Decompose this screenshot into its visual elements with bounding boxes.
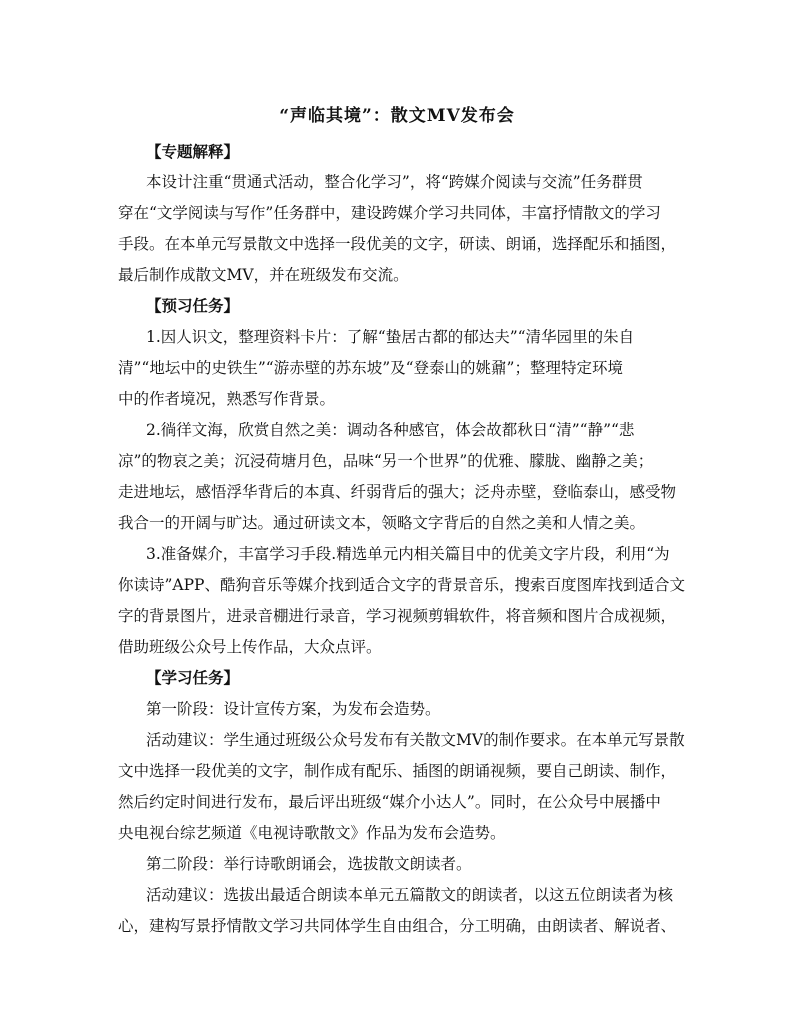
- preview-1-line-3: 中的作者境况，熟悉写作背景。: [118, 390, 336, 408]
- activity-1-line-1: 活动建议：学生通过班级公众号发布有关散文MV的制作要求。在本单元写景散: [146, 731, 685, 749]
- activity-1-line-2: 文中选择一段优美的文字，制作成有配乐、插图的朗诵视频，要自己朗读、制作，: [118, 762, 677, 780]
- preview-2-line-2: 凉”的物哀之美；沉浸荷塘月色，品味“另一个世界”的优雅、朦胧、幽静之美；: [118, 452, 654, 470]
- section-heading-topic-explanation: 【专题解释】: [146, 142, 240, 161]
- intro-line-4: 最后制作成散文MV，并在班级发布交流。: [118, 266, 409, 284]
- preview-3-line-2: 你读诗”APP、酷狗音乐等媒介找到适合文字的背景音乐，搜索百度图库找到适合文: [118, 576, 685, 594]
- preview-2-line-4: 我合一的开阔与旷达。通过研读文本，领略文字背后的自然之美和人情之美。: [118, 514, 646, 532]
- intro-line-2: 穿在“文学阅读与写作”任务群中，建设跨媒介学习共同体，丰富抒情散文的学习: [118, 204, 661, 222]
- stage-1: 第一阶段：设计宣传方案，为发布会造势。: [146, 700, 441, 718]
- activity-2-line-2: 心，建构写景抒情散文学习共同体学生自由组合，分工明确，由朗读者、解说者、: [118, 917, 677, 935]
- document-title: “声临其境”：散文MV发布会: [279, 106, 515, 126]
- intro-line-3: 手段。在本单元写景散文中选择一段优美的文字，研读、朗诵，选择配乐和插图，: [118, 235, 677, 253]
- stage-2: 第二阶段：举行诗歌朗诵会，选拔散文朗读者。: [146, 855, 472, 873]
- preview-1-line-1: 1.因人识文，整理资料卡片：了解“蛰居古都的郁达夫”“清华园里的朱自: [146, 328, 635, 346]
- section-heading-preview-tasks: 【预习任务】: [146, 296, 240, 315]
- activity-1-line-4: 央电视台综艺频道《电视诗歌散文》作品为发布会造势。: [118, 824, 506, 842]
- preview-2-line-1: 2.徜徉文海，欣赏自然之美：调动各种感官，体会故都秋日“清”“静”“悲: [146, 421, 635, 439]
- preview-1-line-2: 清”“地坛中的史铁生”“游赤壁的苏东坡”及“登泰山的姚鼐”；整理特定环境: [118, 359, 623, 377]
- section-heading-learning-tasks: 【学习任务】: [146, 668, 240, 687]
- preview-3-line-1: 3.准备媒介，丰富学习手段.精选单元内相关篇目中的优美文字片段，利用“为: [146, 545, 670, 563]
- preview-3-line-3: 字的背景图片，进录音棚进行录音，学习视频剪辑软件，将音频和图片合成视频，: [118, 607, 677, 625]
- preview-2-line-3: 走进地坛，感悟浮华背后的本真、纤弱背后的强大；泛舟赤壁，登临泰山，感受物: [118, 483, 677, 501]
- activity-1-line-3: 然后约定时间进行发布，最后评出班级“媒介小达人”。同时，在公众号中展播中: [118, 793, 661, 811]
- preview-3-line-4: 借助班级公众号上传作品，大众点评。: [118, 638, 382, 656]
- intro-line-1: 本设计注重“贯通式活动，整合化学习”，将“跨媒介阅读与交流”任务群贯: [146, 173, 643, 191]
- activity-2-line-1: 活动建议：选拔出最适合朗读本单元五篇散文的朗读者，以这五位朗读者为核: [146, 886, 674, 904]
